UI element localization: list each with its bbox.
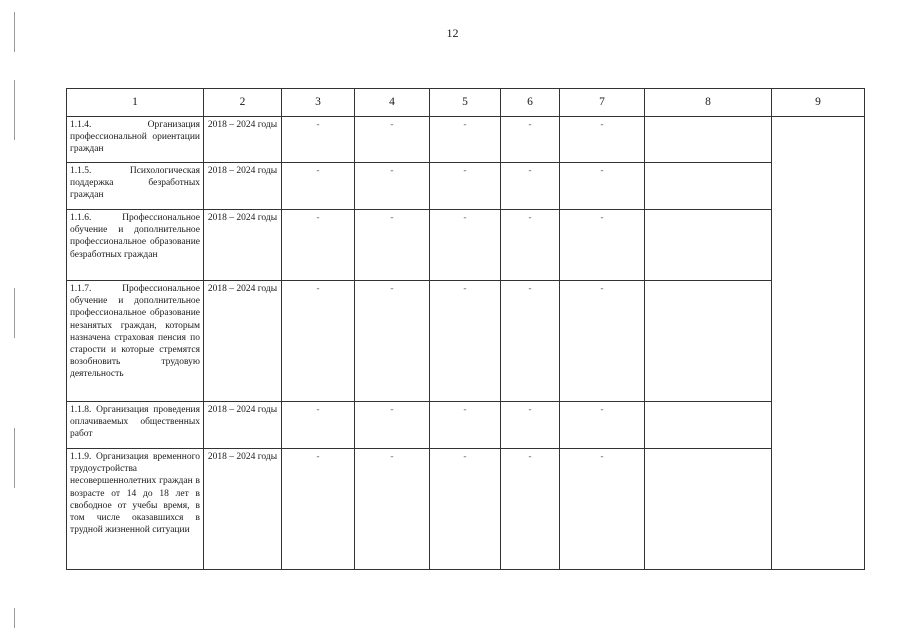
table-cell: - [560,117,645,163]
table-cell: - [560,210,645,281]
table-cell [645,117,772,163]
table-cell: - [355,163,430,210]
table-cell: - [430,210,501,281]
measure-years: 2018 – 2024 годы [204,402,282,449]
measure-years: 2018 – 2024 годы [204,210,282,281]
column-header: 8 [645,89,772,117]
measure-name: 1.1.6. Профессиональное обучение и дополнительное профессиональное образование безработных граждан [67,210,204,281]
page-number: 12 [446,26,459,40]
table-row [67,163,865,210]
table-cell: - [501,210,560,281]
table-cell: - [355,210,430,281]
table-cell: - [560,163,645,210]
measure-name: 1.1.5. Психологическая поддержка безработных граждан [67,163,204,210]
table-cell: - [430,449,501,570]
measure-years: 2018 – 2024 годы [204,449,282,570]
column-header: 9 [772,89,865,117]
table-cell [645,210,772,281]
table-cell [645,163,772,210]
column-header: 1 [67,89,204,117]
table-cell: - [501,449,560,570]
table-cell: - [282,449,355,570]
column-header: 7 [560,89,645,117]
table-cell: - [430,402,501,449]
column-header: 4 [355,89,430,117]
table-cell [645,449,772,570]
table-cell: - [355,449,430,570]
table-cell: - [560,281,645,402]
table-cell: - [355,281,430,402]
table-cell: - [501,163,560,210]
table-cell [645,402,772,449]
table-row [67,117,865,163]
measure-name: 1.1.4. Организация профессиональной ориентации граждан [67,117,204,163]
measure-years: 2018 – 2024 годы [204,163,282,210]
measure-name: 1.1.7. Профессиональное обучение и дополнительное профессиональное образование незанятых граждан, которым назначена страховая пенсия по старости и которые стремятся возобновить трудовую деятельность [67,281,204,402]
column-header: 3 [282,89,355,117]
table-cell: - [501,281,560,402]
table-cell: - [430,281,501,402]
table-cell: - [430,117,501,163]
measure-name: 1.1.9. Организация временного трудоустройства несовершеннолетних граждан в возрасте от 14 до 18 лет в свободное от учебы время, в том числе оказавшихся в трудной жизненной ситуации [67,449,204,570]
column-header: 2 [204,89,282,117]
table-header-row [67,89,865,117]
table-cell: - [560,402,645,449]
table-cell: - [282,281,355,402]
table-cell: - [355,117,430,163]
column-header: 6 [501,89,560,117]
table-cell: - [282,402,355,449]
table-cell: - [501,402,560,449]
measure-name: 1.1.8. Организация проведения оплачиваемых общественных работ [67,402,204,449]
table-cell: - [560,449,645,570]
table-cell: - [355,402,430,449]
table-cell: - [430,163,501,210]
table-cell: - [282,163,355,210]
measure-years: 2018 – 2024 годы [204,281,282,402]
table-cell: - [282,210,355,281]
measures-table [66,88,865,570]
table-row [67,402,865,449]
measure-years: 2018 – 2024 годы [204,117,282,163]
table-cell: - [501,117,560,163]
table-row [67,210,865,281]
merged-column-9-cell [772,117,865,570]
table-cell [645,281,772,402]
binding-margin-marks [14,8,16,632]
table-row [67,449,865,570]
table-cell: - [282,117,355,163]
table-row [67,281,865,402]
column-header: 5 [430,89,501,117]
